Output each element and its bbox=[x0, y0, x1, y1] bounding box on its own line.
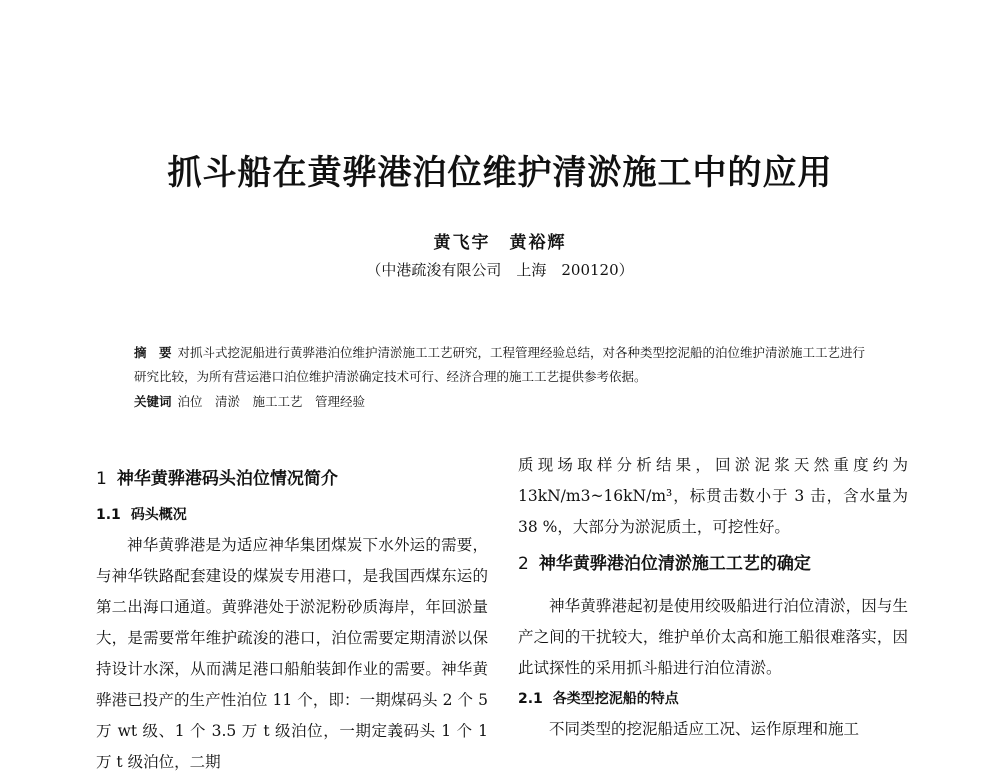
paragraph-1: 神华黄骅港是为适应神华集团煤炭下水外运的需要，与神华铁路配套建设的煤炭专用港口，是我国西煤东运的第二出海口通道。黄骅港处于淤泥粉砂质海岸，年回淤量大，是需要常年维护疏浚的港口，泊位需要定期清淤以保持设计水深，从而满足港口船舶装卸作业的需要。神华黄骅港已投产的生产性泊位 11 个，即：一期煤码头 2 个 5 万 wt 级、1 个 3.5 万 t 级泊位，一期定義码头 1 个 1 万 t 级泊位，二期 bbox=[96, 536, 488, 771]
affiliation: （中港疏浚有限公司 上海 200120） bbox=[366, 261, 634, 279]
subsection-1-1-title: 码头概况 bbox=[130, 507, 187, 523]
section-2-number: 2 bbox=[518, 554, 529, 574]
section-1-title: 神华黄骅港码头泊位情况简介 bbox=[116, 469, 338, 489]
section-2-heading bbox=[518, 547, 908, 581]
subsection-2-1-heading bbox=[518, 684, 908, 714]
right-column bbox=[518, 450, 908, 745]
section-1-heading bbox=[96, 462, 488, 496]
abstract-label: 摘 要 bbox=[134, 345, 172, 360]
subsection-1-1-number: 1.1 bbox=[96, 507, 121, 523]
abstract bbox=[134, 341, 874, 389]
keywords bbox=[134, 392, 874, 410]
left-column bbox=[96, 462, 488, 778]
section-1-number: 1 bbox=[96, 469, 107, 489]
paragraph-2: 神华黄骅港起初是使用绞吸船进行泊位清淤，因与生产之间的干扰较大，维护单价太高和施工船很难落实，因此试探性的采用抓斗船进行泊位清淤。 bbox=[518, 597, 908, 677]
subsection-1-1-heading bbox=[96, 500, 488, 530]
paragraph-continued: 质现场取样分析结果，回淤泥浆天然重度约为 13kN/m3~16kN/m³，标贯击数小于 3 击，含水量为 38 %，大部分为淤泥质土，可挖性好。 bbox=[518, 456, 908, 536]
section-2-title: 神华黄骅港泊位清淤施工工艺的确定 bbox=[538, 554, 811, 574]
paragraph-3: 不同类型的挖泥船适应工况、运作原理和施工 bbox=[549, 720, 860, 738]
abstract-text: 对抓斗式挖泥船进行黄骅港泊位维护清淤施工工艺研究，工程管理经验总结，对各种类型挖泥船的泊位维护清淤施工工艺进行研究比较，为所有营运港口泊位维护清淤确定技术可行、经济合理的施工工艺提供参考依据。 bbox=[134, 345, 866, 384]
paper-title: 抓斗船在黄骅港泊位维护清淤施工中的应用 bbox=[167, 153, 833, 193]
authors: 黄飞宇 黄裕辉 bbox=[433, 233, 567, 253]
keywords-text: 泊位 清淤 施工工艺 管理经验 bbox=[177, 394, 366, 409]
subsection-2-1-number: 2.1 bbox=[518, 691, 543, 707]
keywords-label: 关键词 bbox=[134, 394, 172, 409]
subsection-2-1-title: 各类型挖泥船的特点 bbox=[552, 691, 679, 707]
